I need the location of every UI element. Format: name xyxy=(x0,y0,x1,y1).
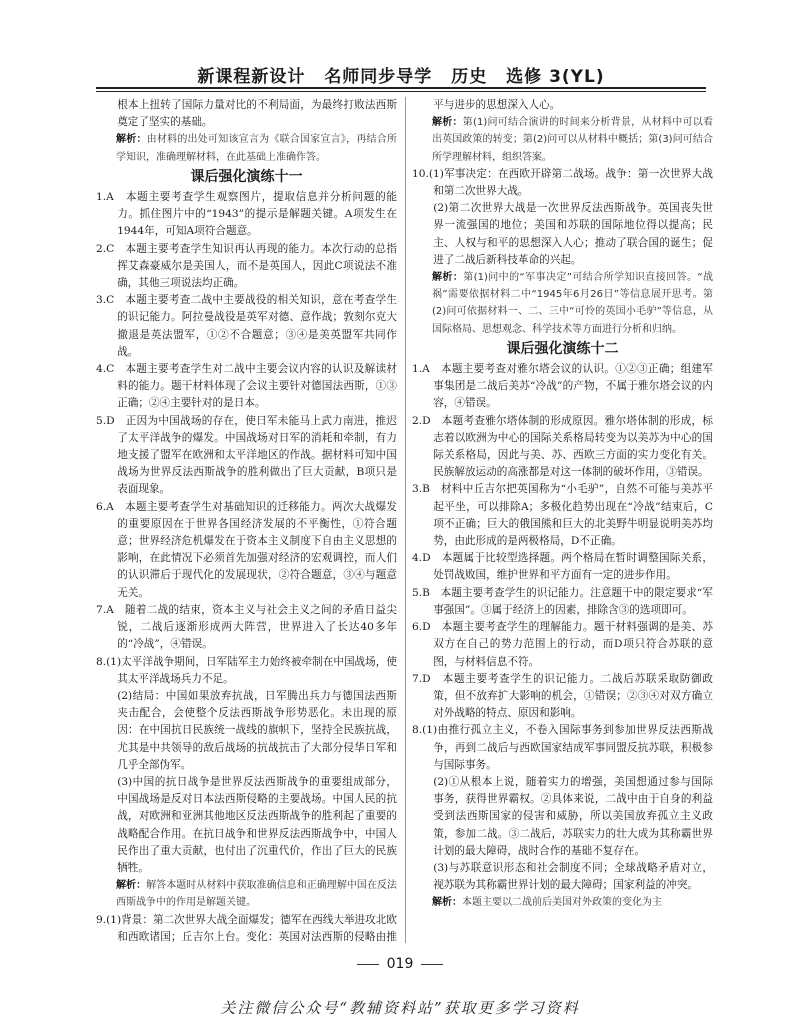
section-title: 课后强化演练十一 xyxy=(190,168,303,185)
header-rule-thin xyxy=(96,91,706,92)
answer-item: 4.D 本题属于比较型选择题。两个格局在暂时调整国际关系，处罚战败国，维护世界和平方面有一定的进步作用。 xyxy=(412,552,713,582)
answer-item: 5.D 正因为中国战场的存在，使日军未能马上武力南进，推迟了太平洋战争的爆发。中国战场对日军的消耗和牵制，有力地支援了盟军在欧洲和太平洋地区的作战。据材料可知中国战场为世界反法西斯战争的胜利做出了巨大贡献，B项只是表面现象。 xyxy=(96,414,397,496)
analysis-note xyxy=(412,269,713,338)
page-number-dash-left xyxy=(357,964,379,965)
section-title: 课后强化演练十二 xyxy=(506,340,619,357)
answer-subpart: (2)第二次世界大战是一次世界反法西斯战争。英国丧失世界一流强国的地位；美国和苏联的国际地位得以提高；民主、人权与和平的思想深入人心；推动了联合国的诞生；促进了二战后新科技革命的兴起。 xyxy=(433,202,713,266)
answer-item: 10.(1)军事决定：在西欧开辟第二战场。战争：第一次世界大战和第二次世界大战。 xyxy=(412,167,713,198)
answer-item: 8.(1)太平洋战争期间，日军陆军主力始终被牵制在中国战场，使其太平洋战场兵力不足。 xyxy=(96,655,397,685)
answer-item: 1.A 本题主要考查学生观察图片，提取信息并分析问题的能力。抓住图片中的“1943”的提示是解题关键。A项发生在1944年，可知A项符合题意。 xyxy=(96,191,397,238)
answer-item: 6.D 本题主要考查学生的理解能力。题干材料强调的是美、苏双方在自己的势力范围上的行动，而D项只符合苏联的意图，与材料信息不符。 xyxy=(412,621,713,668)
page-number xyxy=(0,956,800,972)
header-subtitle: 名师同步导学 xyxy=(324,67,433,87)
header-book: 选修 3(YL) xyxy=(506,67,605,87)
answer-item: 2.C 本题主要考查学生知识再认再现的能力。本次行动的总指挥艾森豪威尔是美国人，而不是英国人，因此C项说法不准确，其他三项说法均正确。 xyxy=(96,242,397,290)
analysis-text: 第(1)问中的“军事决定”可结合所学知识直接回答。“战祸”需要依据材料二中“1945年6月26日”等信息展开思考。第(2)问可依据材料一、二、三中“可怜的英国小毛驴”等信息，从国际格局、思想观念、科学技术等方面进行分析和归纳。 xyxy=(432,272,713,335)
answer-item: 7.A 随着二战的结束，资本主义与社会主义之间的矛盾日益尖锐，二战后逐渐形成两大阵营，世界进入了长达40多年的“冷战”，④错误。 xyxy=(96,603,397,651)
answer-item: 4.C 本题主要考查学生对二战中主要会议内容的认识及解读材料的能力。题干材料体现了会议主要针对德国法西斯，①③正确；②④主要针对的是日本。 xyxy=(96,363,397,410)
analysis-text: 由材料的出处可知该宣言为《联合国家宣言》，再结合所学知识，准确理解材料，在此基础上准确作答。 xyxy=(116,134,397,163)
running-header xyxy=(96,62,706,87)
answer-item: 8.(1)由推行孤立主义，不卷入国际事务到参加世界反法西斯战争，再到二战后与西欧国家结成军事同盟反抗苏联，积极参与国际事务。 xyxy=(412,724,713,771)
answer-item: 9.(1)背景：第二次世界大战全面爆发；德军在西线大举进攻北欧和西欧诸国；丘吉尔上台。变化：英国对法西斯的侵略由推 xyxy=(96,913,397,943)
analysis-text: 第(1)问可结合演讲的时间来分析背景，从材料中可以看出英国政策的转变；第(2)问可以从材料中概括；第(3)问可结合所学理解材料，组织答案。 xyxy=(432,117,713,163)
header-series: 新课程新设计 xyxy=(197,67,306,87)
analysis-label: 解析： xyxy=(432,272,464,284)
analysis-note xyxy=(412,114,713,166)
analysis-label: 解析： xyxy=(432,897,462,909)
answer-subpart: (3)与苏联意识形态和社会制度不同；全球战略矛盾对立，视苏联为其称霸世界计划的最大障碍；国家利益的冲突。 xyxy=(433,861,713,892)
analysis-label: 解析： xyxy=(116,880,147,892)
analysis-text: 解答本题时从材料中获取准确信息和正确理解中国在反法西斯战争中的作用是解题关键。 xyxy=(116,880,397,909)
analysis-text: 本题主要以二战前后美国对外政策的变化为主 xyxy=(462,897,662,909)
answer-continuation: 平与进步的思想深入人心。 xyxy=(433,99,561,111)
answer-subpart: (3)中国的抗日战争是世界反法西斯战争的重要组成部分，中国战场是反对日本法西斯侵略的主要战场。中国人民的抗战，对欧洲和亚洲其他地区反法西斯战争的胜利起了重要的战略配合作用。在抗日战争和世界反法西斯战争中，中国人民作出了重大贡献，也付出了沉重代价，作出了巨大的民族牺牲。 xyxy=(117,775,397,874)
analysis-note xyxy=(412,894,713,911)
answer-item: 1.A 本题主要考查对雅尔塔会议的认识。①②③正确；组建军事集团是二战后美苏“冷战”的产物，不属于雅尔塔会议的内容，④错误。 xyxy=(412,363,713,410)
analysis-note xyxy=(96,877,397,911)
page-number-dash-right xyxy=(421,964,443,965)
answer-item: 3.B 材料中丘吉尔把英国称为“小毛驴”，自然不可能与美苏平起平坐，可以排除A；多极化趋势出现在“冷战”结束后，C项不正确；巨大的俄国熊和巨大的北美野牛明显说明美苏均势，由此形成的是两极格局，D不正确。 xyxy=(412,483,713,548)
right-column xyxy=(412,97,713,943)
answer-item: 6.A 本题主要考查学生对基础知识的迁移能力。两次大战爆发的重要原因在于世界各国经济发展的不平衡性，①符合题意；世界经济危机爆发在于资本主义制度下自由主义思想的影响，在此情况下必须首先加强对经济的宏观调控，而人们的认识滞后于现代化的发展现状，②符合题意，③④与题意无关。 xyxy=(96,500,397,599)
header-subject: 历史 xyxy=(451,67,488,87)
page-number-text: 019 xyxy=(386,956,414,972)
answer-item: 7.D 本题主要考查学生的识记能力。二战后苏联采取防御政策，但不放弃扩大影响的机会，①错误；②③④对双方确立对外战略的特点、原因和影响。 xyxy=(412,672,713,720)
left-column xyxy=(96,97,397,943)
answer-item: 5.B 本题主要考查学生的识记能力。注意题干中的限定要求“军事强国”。③属于经济上的因素，排除含③的选项即可。 xyxy=(412,586,713,616)
answer-item: 3.C 本题主要考查二战中主要战役的相关知识，意在考查学生的识记能力。阿拉曼战役是英军对德、意作战；敦刻尔克大撤退是英法盟军，①②不合题意；③④是美英盟军共同作战。 xyxy=(96,294,397,358)
analysis-note xyxy=(96,131,397,165)
answer-subpart: (2)结局：中国如果放弃抗战，日军腾出兵力与德国法西斯夹击配合，会使整个反法西斯战争形势恶化。未出现的原因：在中国抗日民族统一战线的旗帜下，坚持全民族抗战，尤其是中共领导的敌后战场的抗战抗击了大部分侵华日军和几乎全部伪军。 xyxy=(117,689,397,771)
analysis-label: 解析： xyxy=(116,134,147,146)
footer-promo: 关注微信公众号“教辅资料站”获取更多学习资料 xyxy=(220,999,580,1017)
answer-continuation: 根本上扭转了国际力量对比的不利局面，为最终打败法西斯奠定了坚实的基础。 xyxy=(117,99,397,129)
analysis-label: 解析： xyxy=(432,117,463,129)
answer-subpart: (2)①从根本上说，随着实力的增强，美国想通过参与国际事务，获得世界霸权。②具体来说，二战中由于自身的利益受到法西斯国家的侵害和威胁，所以美国放弃孤立主义政策，参加二战。③二战后，苏联实力的壮大成为其称霸世界计划的最大障碍，战时合作的基础不复存在。 xyxy=(433,775,713,857)
column-divider xyxy=(405,97,406,943)
answer-item: 2.D 本题考查雅尔塔体制的形成原因。雅尔塔体制的形成，标志着以欧洲为中心的国际关系格局转变为以美苏为中心的国际关系格局，因此与美、苏、西欧三方面的实力变化有关。民族解放运动的高涨都是对这一体制的破坏作用，③错误。 xyxy=(412,414,713,479)
header-rule-thick xyxy=(96,87,706,89)
